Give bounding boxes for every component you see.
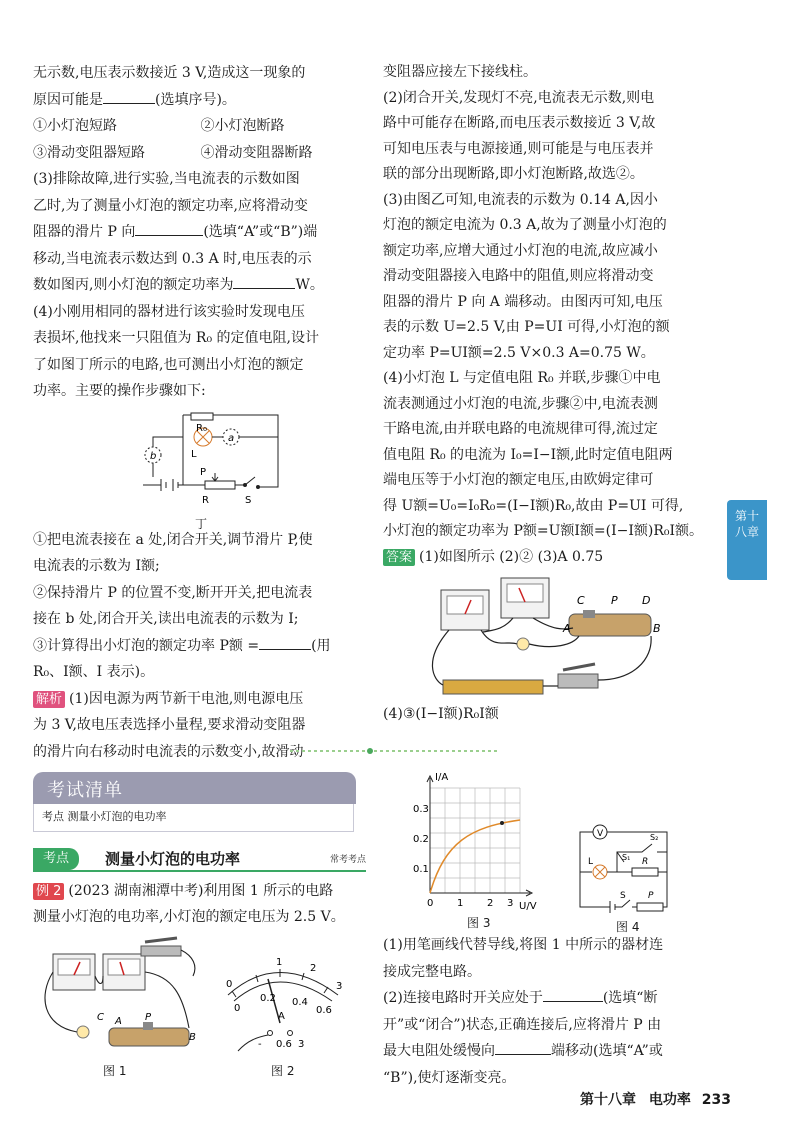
svg-text:S₁: S₁ [622,853,631,862]
answer-blank[interactable] [103,103,155,104]
svg-text:A: A [563,622,571,635]
text-line: 无示数,电压表示数接近 3 V,造成这一现象的 [33,65,306,81]
text-line: 为 3 V,故电压表选择小量程,要求滑动变阻器 [33,717,306,733]
text-line: 电流表的示数为 I额; [33,558,160,574]
text-line: (2)连接电路时开关应处于 (选填“断 [383,990,658,1006]
text-line: 最大电阻处缓慢向 端移动(选填“A”或 [383,1043,663,1059]
svg-text:0.2: 0.2 [260,993,276,1004]
graph-xtick: 2 [487,898,494,909]
text-line: 路中可能存在断路,而电压表示数接近 3 V,故 [383,115,656,131]
kp-title: 测量小灯泡的电功率 [105,850,241,868]
answer-tag: 答案 [383,549,415,566]
svg-text:-: - [258,1039,262,1050]
figure-caption: 丁 [195,516,208,531]
svg-text:2: 2 [310,963,317,974]
figure-1 [33,936,208,1060]
answer-blank[interactable] [495,1054,551,1055]
svg-text:a: a [228,432,235,444]
svg-text:L: L [588,857,594,867]
kp-frequency: 常考考点 [329,855,366,865]
knowledge-point-bar [33,848,366,872]
side-tab-line: 第十 [734,509,759,523]
bottom-right-text [383,932,715,1091]
svg-text:B: B [653,622,661,635]
graph-ytick: 0.1 [413,864,429,875]
example-tag: 例 2 [33,883,64,900]
answer-apparatus-figure [383,570,715,702]
exam-checklist-title: 考试清单 [47,780,123,801]
text-line: (4)小灯泡 L 与定值电阻 R₀ 并联,步骤①中电 [383,370,661,386]
figure-caption: 图 3 [467,916,491,930]
exam-checklist-sub: 考点 测量小灯泡的电功率 [33,804,354,832]
text-line: 定功率 P=UI额=2.5 V×0.3 A=0.75 W。 [383,344,655,361]
svg-text:1: 1 [276,957,283,968]
text-line: (2)闭合开关,发现灯不亮,电流表无示数,则电 [383,89,655,106]
text-line: 开”或“闭合”)状态,正确连接后,应将滑片 P 由 [383,1016,662,1033]
graph-ylabel: I/A [435,772,449,783]
svg-text:L: L [191,448,197,460]
svg-text:0: 0 [226,979,233,990]
svg-text:P: P [611,594,618,607]
svg-text:0.6: 0.6 [316,1005,332,1016]
options-row [33,113,368,140]
figure-caption: 图 2 [271,1064,295,1078]
option: ①小灯泡短路 [33,118,117,134]
svg-text:A: A [115,1016,122,1027]
left-column [33,60,368,765]
svg-text:D: D [642,594,651,607]
svg-text:P: P [648,891,654,901]
svg-text:3: 3 [336,981,343,992]
text-line: 表损坏,他找来一只阻值为 R₀ 的定值电阻,设计 [33,330,319,346]
svg-text:S: S [620,891,626,901]
graph-xtick: 0 [427,898,434,909]
page-footer [580,1089,731,1109]
text-line: 灯泡的额定电流为 0.3 A,故为了测量小灯泡的 [383,217,667,233]
graph-xlabel: U/V [519,901,537,912]
svg-text:0.4: 0.4 [292,997,308,1008]
text-line: (4)小刚用相同的器材进行该实验时发现电压 [33,303,305,320]
page-number: 233 [701,1092,731,1108]
text-line: 端电压等于小灯泡的额定电压,由欧姆定律可 [383,472,654,488]
svg-text:C: C [97,1012,104,1023]
right-column [383,60,715,728]
text-line: R₀、I额、I 表示)。 [33,664,155,680]
answer-blank[interactable] [135,235,203,236]
figure-caption: 图 4 [616,920,640,934]
text-line: ②保持滑片 P 的位置不变,断开开关,把电流表 [33,584,313,601]
text-line: 测量小灯泡的电功率,小灯泡的额定电压为 2.5 V。 [33,909,345,925]
text-line: 流表测通过小灯泡的电流,步骤②中,电流表测 [383,395,658,412]
text-line: 滑动变阻器接入电路中的阻值,则应将滑动变 [383,268,654,284]
text-line: 原因可能是 (选填序号)。 [33,91,236,108]
svg-text:3: 3 [298,1039,305,1050]
svg-text:C: C [577,594,585,607]
analysis-tag: 解析 [33,691,65,708]
footer-chapter: 第十八章 [580,1092,636,1108]
text-line: 阻器的滑片 P 向 A 端移动。由图丙可知,电压 [383,293,663,310]
svg-text:R₀: R₀ [196,422,207,434]
graph-xtick: 3 [507,898,514,909]
text-line: (3)排除故障,进行实验,当电流表的示数如图 [33,171,300,187]
text-line: 的滑片向右移动时电流表的示数变小,故滑动 [33,743,304,760]
text-line: 可知电压表与电源接通,则可能是与电压表并 [383,140,654,157]
text-line: 了如图丁所示的电路,也可测出小灯泡的额定 [33,356,304,373]
text-line: 阻器的滑片 P 向 (选填“A”或“B”)端 [33,224,318,240]
svg-text:P: P [200,466,207,478]
text-line: “B”),使灯逐渐变亮。 [383,1069,516,1086]
text-line: 答案 (1)如图所示 (2)② (3)A 0.75 [383,545,715,571]
svg-text:0: 0 [234,1003,241,1014]
figure-2-dial [218,955,358,1055]
text-line: 接成完整电路。 [383,963,481,980]
text-line: 解析 (1)因电源为两节新干电池,则电源电压 [33,686,368,713]
text-line: 表的示数 U=2.5 V,由 P=UI 可得,小灯泡的额 [383,319,670,335]
footer-title: 电功率 [648,1092,691,1108]
text-line: (4)③(I−I额)R₀I额 [383,706,499,722]
option: ④滑动变阻器断路 [200,144,313,161]
text-line: 变阻器应接左下接线柱。 [383,64,537,80]
text-line: 联的部分出现断路,即小灯泡断路,故选②。 [383,166,644,182]
svg-text:S₂: S₂ [650,833,659,842]
figure-ding [33,405,368,531]
svg-text:0.6: 0.6 [276,1039,292,1050]
text-line: (3)由图乙可知,电流表的示数为 0.14 A,因小 [383,191,658,208]
section-divider [0,745,800,757]
text-line: 值电阻 R₀ 的电流为 I₀=I−I额,此时定值电阻两 [383,446,673,463]
svg-text:S: S [245,494,252,506]
circuit-diagram-ding [33,405,368,527]
apparatus-illustration [383,570,715,702]
graph-ytick: 0.2 [413,834,429,845]
text-line: 小灯泡的额定功率为 P额=U额I额=(I−I额)R₀I额。 [383,523,704,539]
side-tab-line: 八章 [734,525,759,539]
text-line: 例 2 (2023 湖南湘潭中考)利用图 1 所示的电路 [33,878,368,904]
text-line: 额定功率,应增大通过小灯泡的电流,故应减小 [383,242,658,259]
graph-ytick: 0.3 [413,804,429,815]
text-line: ③计算得出小灯泡的额定功率 P额 = (用 [33,637,331,654]
answer-blank[interactable] [259,649,311,650]
svg-text:V: V [597,829,604,839]
text-line: 得 U额=U₀=I₀R₀=(I−I额)R₀,故由 P=UI 可得, [383,497,684,514]
text-line: 功率。主要的操作步骤如下: [33,383,206,399]
text-line: ①把电流表接在 a 处,闭合开关,调节滑片 P,使 [33,531,313,548]
options-row [33,140,368,167]
figure-4-circuit [572,822,682,917]
text-line: 数如图丙,则小灯泡的额定功率为 W。 [33,277,324,293]
exam-checklist-header [33,772,356,804]
figure-caption: 图 1 [103,1064,127,1078]
option: ②小灯泡断路 [200,118,285,134]
answer-blank[interactable] [543,1001,603,1002]
option: ③滑动变阻器短路 [33,144,145,161]
text-line: 移动,当电流表示数达到 0.3 A 时,电压表的示 [33,250,312,267]
svg-text:R: R [642,857,649,867]
text-line: (1)用笔画线代替导线,将图 1 中所示的器材连 [383,937,664,953]
text-line: 乙时,为了测量小灯泡的额定功率,应将滑动变 [33,197,308,214]
text-line: 接在 b 处,闭合开关,读出电流表的示数为 I; [33,611,299,627]
svg-text:b: b [150,450,157,462]
answer-blank[interactable] [233,288,295,289]
svg-text:B: B [189,1032,196,1043]
svg-text:R: R [202,494,209,506]
kp-label: 考点 [33,848,79,870]
svg-text:A: A [278,1011,285,1022]
text-line: 干路电流,由并联电路的电流规律可得,流过定 [383,421,658,437]
chapter-side-tab[interactable] [727,500,767,580]
example-2 [33,878,368,930]
svg-text:P: P [145,1012,152,1023]
graph-xtick: 1 [457,898,464,909]
figure-3-graph [395,772,540,912]
